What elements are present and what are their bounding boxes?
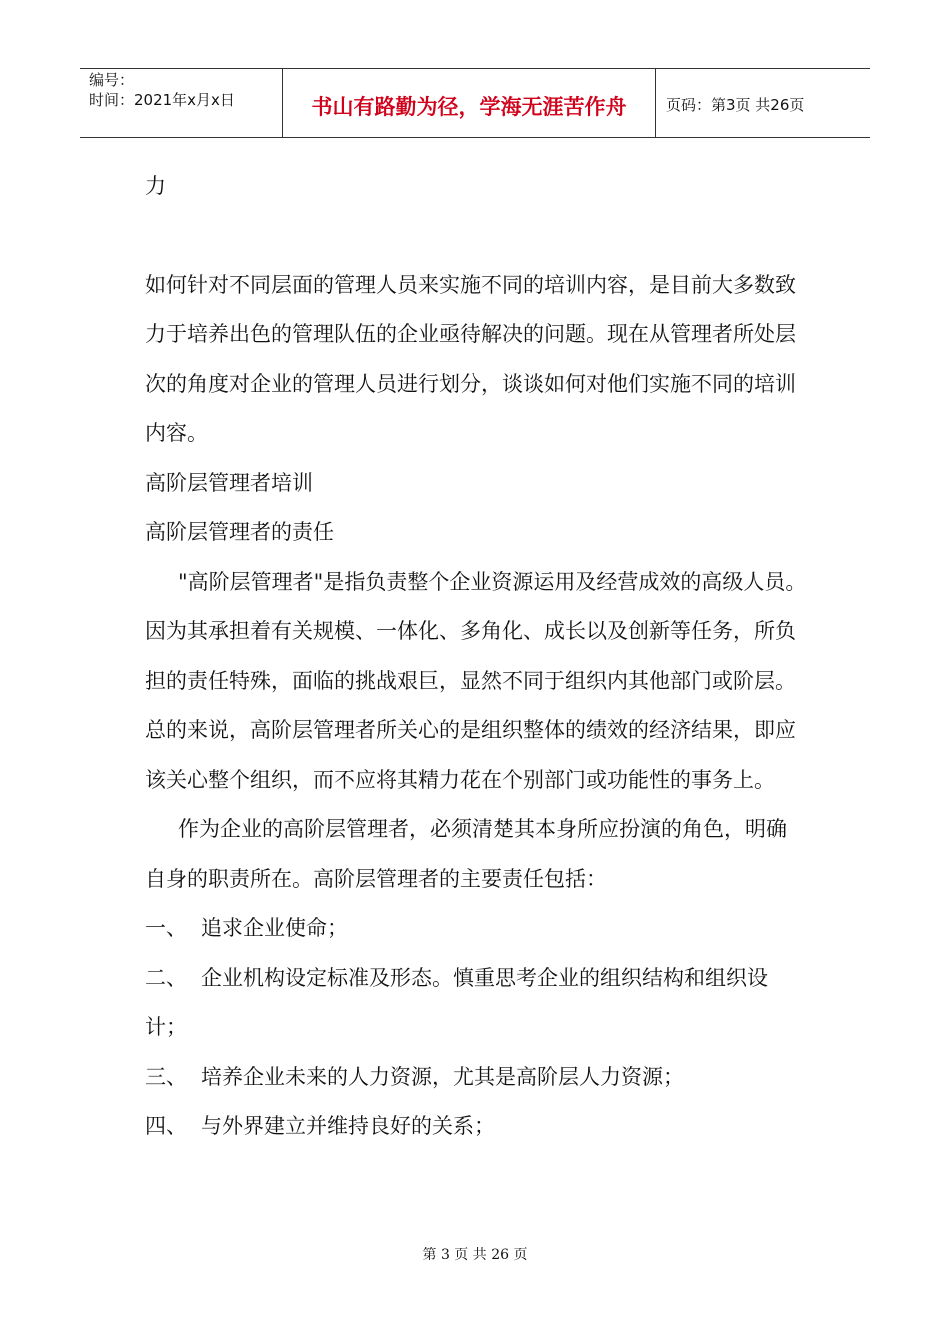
section-heading: 高阶层管理者培训 [145, 470, 313, 495]
intro-paragraph: 如何针对不同层面的管理人员来实施不同的培训内容，是目前大多数致力于培养出色的管理队伍的企业亟待解决的问题。现在从管理者所处层次的角度对企业的管理人员进行划分，谈谈如何对他们实施不同的培训内容。 [145, 272, 796, 445]
responsibility-intro-paragraph: 作为企业的高阶层管理者，必须清楚其本身所应扮演的角色，明确自身的职责所在。高阶层管理者的主要责任包括： [145, 817, 787, 891]
list-item-text: 追求企业使命； [201, 916, 348, 940]
list-item-text: 与外界建立并维持良好的关系； [201, 1114, 495, 1138]
list-item-number: 三、 [145, 1064, 187, 1089]
doc-number-label: 编号： [89, 71, 135, 89]
list-item-continuation: 计； [145, 1015, 187, 1039]
document-body [145, 162, 807, 1152]
list-item-text: 培养企业未来的人力资源，尤其是高阶层人力资源； [201, 1064, 684, 1089]
definition-paragraph: "高阶层管理者"是指负责整个企业资源运用及经营成效的高级人员。因为其承担着有关规模、一体化、多角化、成长以及创新等任务，所负担的责任特殊，面临的挑战艰巨，显然不同于组织内其他部门或阶层。总的来说，高阶层管理者所关心的是组织整体的绩效的经济结果，即应该关心整个组织，而不应将其精力花在个别部门或功能性的事务上。 [145, 569, 807, 792]
list-item [145, 1053, 807, 1103]
header-motto-cell [282, 69, 656, 137]
list-item-number: 四、 [145, 1114, 187, 1138]
blank-line [145, 212, 807, 261]
header-motto: 书山有路勤为径，学海无涯苦作舟 [311, 95, 627, 119]
list-item [145, 1102, 807, 1152]
subsection-heading: 高阶层管理者的责任 [145, 520, 334, 544]
header-page-label: 页码：第3页 共26页 [666, 96, 805, 114]
list-item-number: 一、 [145, 916, 187, 940]
page-header [80, 68, 870, 138]
doc-time-label: 时间：2021年x月x日 [89, 91, 235, 109]
header-meta [80, 69, 282, 137]
page-footer: 第 3 页 共 26 页 [422, 1247, 528, 1263]
list-item-number: 二、 [145, 965, 187, 990]
text-fragment: 力 [145, 174, 166, 198]
list-item [145, 954, 807, 1004]
header-page-cell [655, 69, 870, 137]
list-item-text: 企业机构设定标准及形态。慎重思考企业的组织结构和组织设 [201, 965, 768, 990]
list-item [145, 904, 807, 954]
